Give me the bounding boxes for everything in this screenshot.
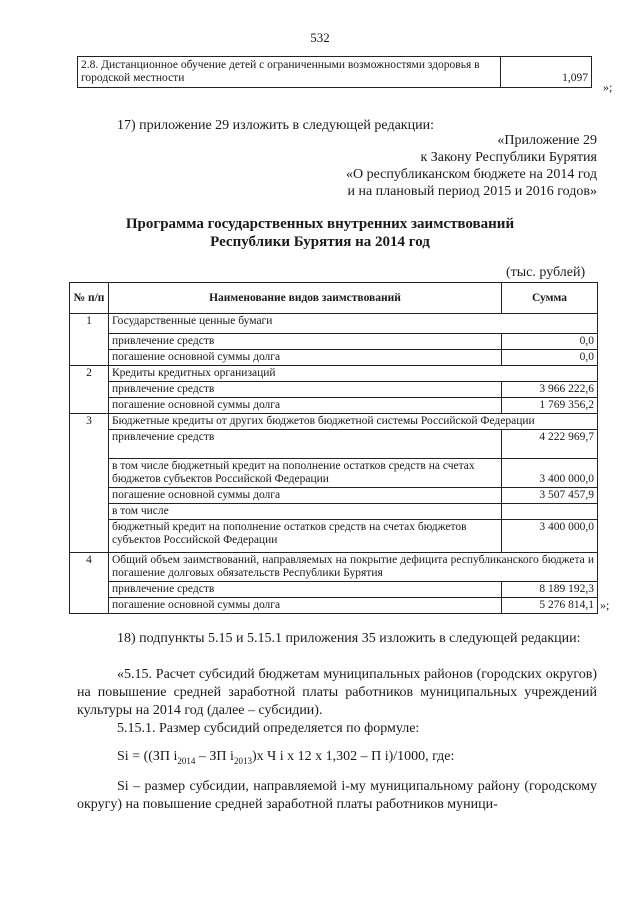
row-name: погашение основной суммы долга [109, 398, 502, 414]
formula [117, 748, 454, 770]
row-name: привлечение средств [109, 382, 502, 398]
paragraph-si: Si – размер субсидии, направляемой i-му муниципальному району (городскому округу) на повышение средней заработной платы работников муници- [77, 779, 597, 812]
header-sum: Сумма [502, 283, 598, 314]
table-row [70, 334, 598, 350]
table-row [78, 57, 592, 88]
row-name: 2.8. Дистанционное обучение детей с ограниченными возможностями здоровья в городской местности [78, 57, 501, 88]
appendix-header-line: «Приложение 29 [497, 133, 597, 148]
title-line: Республики Бурятия на 2014 год [210, 234, 430, 250]
program-title [0, 215, 640, 251]
row-value: 4 222 969,7 [502, 430, 598, 459]
section-title: Кредиты кредитных организаций [109, 366, 598, 382]
table-header-row [70, 283, 598, 314]
row-value: 0,0 [502, 350, 598, 366]
row-value: 0,0 [502, 334, 598, 350]
row-name: привлечение средств [109, 334, 502, 350]
table-row [70, 598, 598, 614]
row-name: в том числе бюджетный кредит на пополнение остатков средств на счетах бюджетов субъектов Российской Федерации [109, 459, 502, 488]
row-name: погашение основной суммы долга [109, 350, 502, 366]
quote-closer: »; [603, 80, 613, 94]
paragraph-18: 18) подпункты 5.15 и 5.15.1 приложения 35 изложить в следующей редакции: [117, 631, 581, 646]
page-number: 532 [310, 30, 330, 45]
section-title: Бюджетные кредиты от других бюджетов бюджетной системы Российской Федерации [109, 414, 598, 430]
formula-sub-2013: 2013 [233, 755, 252, 766]
row-name: в том числе [109, 504, 502, 520]
borrowing-program-table [69, 282, 598, 614]
section-number: 1 [70, 314, 109, 366]
table-row [70, 520, 598, 553]
paragraph-17: 17) приложение 29 изложить в следующей редакции: [117, 118, 434, 133]
appendix-header-line: «О республиканском бюджете на 2014 год [346, 167, 597, 182]
row-value: 5 276 814,1 [502, 598, 598, 614]
row-value: 3 400 000,0 [502, 520, 598, 553]
row-name: бюджетный кредит на пополнение остатков средств на счетах бюджетов субъектов Российской Федерации [109, 520, 502, 553]
title-line: Программа государственных внутренних заимствований [125, 216, 515, 232]
row-value [502, 504, 598, 520]
section-title: Общий объем заимствований, направляемых на покрытие дефицита республиканского бюджета и погашение долговых обязательств Республики Бурятия [109, 553, 598, 582]
table-row [70, 382, 598, 398]
row-name: погашение основной суммы долга [109, 488, 502, 504]
row-value: 8 189 192,3 [502, 582, 598, 598]
appendix-header-line: к Закону Республики Бурятия [420, 150, 597, 165]
row-value: 3 966 222,6 [502, 382, 598, 398]
table-row [70, 314, 598, 334]
table-row [70, 366, 598, 382]
section-title: Государственные ценные бумаги [109, 314, 598, 334]
row-name: привлечение средств [109, 582, 502, 598]
table-row [70, 488, 598, 504]
header-number: № п/п [70, 283, 109, 314]
table-row [70, 398, 598, 414]
appendix-header-line: и на плановый период 2015 и 2016 годов» [347, 184, 597, 199]
row-name: привлечение средств [109, 430, 502, 459]
formula-right: )х Ч i х 12 х 1,302 – П i)/1000, где: [251, 749, 455, 764]
section-number: 4 [70, 553, 109, 614]
table-row [70, 459, 598, 488]
formula-mid: – ЗП i [195, 749, 234, 764]
table-row [70, 553, 598, 582]
formula-left: Si = ((ЗП i [117, 749, 178, 764]
formula-sub-2014: 2014 [177, 755, 196, 766]
table-row [70, 582, 598, 598]
section-number: 3 [70, 414, 109, 553]
row-sum: 1,097 [501, 57, 592, 88]
row-value: 3 400 000,0 [502, 459, 598, 488]
row-name: погашение основной суммы долга [109, 598, 502, 614]
header-name: Наименование видов заимствований [109, 283, 502, 314]
units-label: (тыс. рублей) [506, 265, 586, 280]
table-row [70, 430, 598, 459]
section-number: 2 [70, 366, 109, 414]
row-value: 1 769 356,2 [502, 398, 598, 414]
row-value: 3 507 457,9 [502, 488, 598, 504]
paragraph-5-15: «5.15. Расчет субсидий бюджетам муниципальных районов (городских округов) на повышение средней заработной платы работников муниципальных учреждений культуры на 2014 год (далее – субсидии). [77, 667, 597, 718]
quote-closer: »; [600, 598, 610, 612]
paragraph-5-15-1: 5.15.1. Размер субсидий определяется по формуле: [117, 721, 420, 736]
top-continuation-table [77, 56, 592, 88]
table-row [70, 504, 598, 520]
table-row [70, 350, 598, 366]
table-row [70, 414, 598, 430]
